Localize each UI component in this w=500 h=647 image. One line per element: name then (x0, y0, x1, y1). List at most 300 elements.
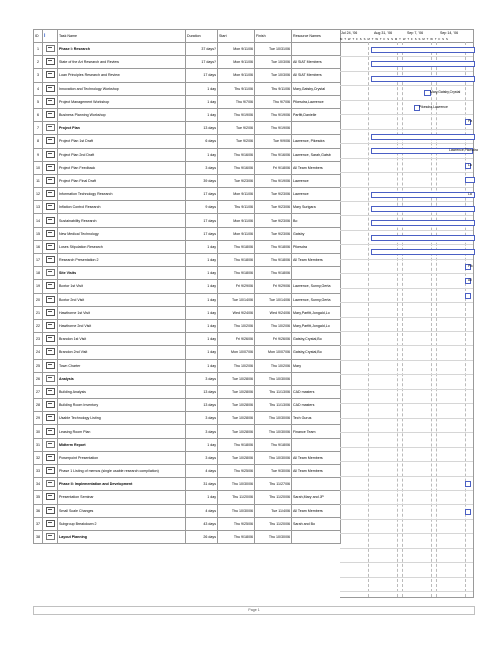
row-task-name[interactable]: Research Presentation 2 (58, 254, 186, 267)
row-start[interactable]: Mon 9/11/06 (218, 227, 255, 240)
row-id[interactable]: 34 (34, 478, 43, 491)
row-start[interactable]: Tue 10/28/06 (218, 425, 255, 438)
row-resources[interactable]: Pikesdra (292, 240, 341, 253)
row-task-name[interactable]: Analysis (58, 372, 186, 385)
row-id[interactable]: 23 (34, 333, 43, 346)
table-row[interactable] (34, 465, 341, 478)
row-task-name[interactable]: Project Plan Final Draft (58, 174, 186, 187)
row-duration[interactable]: 43 days (186, 517, 218, 530)
row-task-name[interactable]: Town Charter (58, 359, 186, 372)
row-duration[interactable]: 1 day (186, 346, 218, 359)
row-task-name[interactable]: Project Plan 1st Draft (58, 135, 186, 148)
row-indicator[interactable] (43, 412, 58, 425)
row-start[interactable]: Thu 10/30/06 (218, 504, 255, 517)
row-indicator[interactable] (43, 122, 58, 135)
row-finish[interactable]: Tue 10/31/06 (255, 43, 292, 56)
row-duration[interactable]: 1 day (186, 267, 218, 280)
row-start[interactable]: Thu 10/2/06 (218, 359, 255, 372)
row-start[interactable]: Mon 9/11/06 (218, 43, 255, 56)
row-finish[interactable]: Tue 9/9/06 (255, 135, 292, 148)
row-start[interactable]: Tue 9/2/06 (218, 122, 255, 135)
row-finish[interactable]: Tue 11/4/06 (255, 504, 292, 517)
row-duration[interactable]: 3 days (186, 161, 218, 174)
header-finish[interactable]: Finish (255, 30, 292, 43)
table-row[interactable] (34, 504, 341, 517)
row-id[interactable]: 25 (34, 359, 43, 372)
row-indicator[interactable] (43, 346, 58, 359)
row-start[interactable]: Mon 10/07/06 (218, 346, 255, 359)
row-finish[interactable]: Thu 9/16/06 (255, 148, 292, 161)
row-id[interactable]: 17 (34, 254, 43, 267)
row-indicator[interactable] (43, 280, 58, 293)
row-resources[interactable]: All Team Members (292, 254, 341, 267)
row-task-name[interactable]: Loses Stipulation Research (58, 240, 186, 253)
gantt-bar[interactable] (371, 134, 475, 140)
row-indicator[interactable] (43, 306, 58, 319)
row-id[interactable]: 18 (34, 267, 43, 280)
gantt-bar[interactable] (371, 192, 475, 198)
row-finish[interactable]: Fri 9/29/06 (255, 280, 292, 293)
row-resources[interactable]: Gatsby,Crystal,Bo (292, 333, 341, 346)
row-task-name[interactable]: Brandon 1st Visit (58, 333, 186, 346)
row-resources[interactable]: Lawrence, Sunny,Gerta (292, 293, 341, 306)
table-row[interactable] (34, 56, 341, 69)
row-id[interactable]: 33 (34, 465, 43, 478)
row-start[interactable]: Mon 9/11/06 (218, 69, 255, 82)
row-indicator[interactable] (43, 451, 58, 464)
row-start[interactable]: Thu 9/11/06 (218, 82, 255, 95)
row-duration[interactable]: 17 days? (186, 56, 218, 69)
row-indicator[interactable] (43, 293, 58, 306)
row-task-name[interactable]: Leasing Room Plan (58, 425, 186, 438)
table-row[interactable] (34, 95, 341, 108)
row-id[interactable]: 32 (34, 451, 43, 464)
row-id[interactable]: 13 (34, 201, 43, 214)
table-row[interactable] (34, 174, 341, 187)
row-start[interactable]: Tue 10/28/06 (218, 451, 255, 464)
row-id[interactable]: 8 (34, 135, 43, 148)
row-start[interactable]: Thu 10/2/06 (218, 319, 255, 332)
row-finish[interactable]: Thu 9/18/06 (255, 240, 292, 253)
table-row[interactable] (34, 517, 341, 530)
row-duration[interactable]: 39 days (186, 174, 218, 187)
gantt-bar[interactable] (371, 235, 475, 241)
row-duration[interactable]: 1 day (186, 240, 218, 253)
table-row[interactable] (34, 240, 341, 253)
row-finish[interactable]: Mon 10/07/06 (255, 346, 292, 359)
table-row[interactable] (34, 425, 341, 438)
row-finish[interactable]: Thu 10/30/06 (255, 425, 292, 438)
table-row[interactable] (34, 491, 341, 504)
row-duration[interactable]: 1 day (186, 82, 218, 95)
row-start[interactable]: Thu 9/18/06 (218, 267, 255, 280)
row-resources[interactable]: Lawrence (292, 188, 341, 201)
table-row[interactable] (34, 254, 341, 267)
row-task-name[interactable]: Business Planning Workshop (58, 108, 186, 121)
header-resource-names[interactable]: Resource Names (292, 30, 341, 43)
row-resources[interactable]: Finance Team (292, 425, 341, 438)
row-start[interactable]: Tue 10/28/06 (218, 399, 255, 412)
row-resources[interactable]: CAD masters (292, 399, 341, 412)
row-id[interactable]: 26 (34, 372, 43, 385)
row-task-name[interactable]: Project Plan Feedback (58, 161, 186, 174)
table-row[interactable] (34, 135, 341, 148)
row-duration[interactable]: 3 days (186, 425, 218, 438)
row-id[interactable]: 27 (34, 385, 43, 398)
row-start[interactable]: Mon 9/11/06 (218, 56, 255, 69)
table-row[interactable] (34, 69, 341, 82)
row-duration[interactable]: 1 day (186, 306, 218, 319)
row-indicator[interactable] (43, 43, 58, 56)
row-id[interactable]: 35 (34, 491, 43, 504)
row-duration[interactable]: 1 day (186, 359, 218, 372)
gantt-bar[interactable] (371, 249, 475, 255)
row-id[interactable]: 14 (34, 214, 43, 227)
table-row[interactable] (34, 161, 341, 174)
row-task-name[interactable]: Project Plan (58, 122, 186, 135)
row-indicator[interactable] (43, 504, 58, 517)
row-start[interactable]: Thu 11/20/06 (218, 491, 255, 504)
row-resources[interactable]: All Team Members (292, 504, 341, 517)
row-finish[interactable]: Tue 9/30/06 (255, 465, 292, 478)
row-indicator[interactable] (43, 174, 58, 187)
row-start[interactable]: Mon 9/11/06 (218, 188, 255, 201)
row-resources[interactable]: All SIAT Members (292, 69, 341, 82)
gantt-bar[interactable] (371, 206, 475, 212)
row-duration[interactable]: 1 day (186, 108, 218, 121)
row-start[interactable]: Thu 9/18/06 (218, 240, 255, 253)
gantt-bar[interactable] (371, 76, 475, 82)
row-task-name[interactable]: Layout Planning (58, 530, 186, 543)
table-row[interactable] (34, 306, 341, 319)
row-resources[interactable]: Gatsby (292, 227, 341, 240)
row-task-name[interactable]: Information Technology Research (58, 188, 186, 201)
row-resources[interactable] (292, 267, 341, 280)
gantt-bar[interactable] (465, 177, 475, 183)
row-task-name[interactable]: Boxtor 1st Visit (58, 280, 186, 293)
row-start[interactable]: Tue 10/14/06 (218, 293, 255, 306)
row-task-name[interactable]: Project Management Workshop (58, 95, 186, 108)
row-finish[interactable]: Wed 9/24/06 (255, 306, 292, 319)
table-row[interactable] (34, 148, 341, 161)
row-indicator[interactable] (43, 95, 58, 108)
row-finish[interactable]: Thu 9/18/06 (255, 254, 292, 267)
row-task-name[interactable]: Midterm Report (58, 438, 186, 451)
row-finish[interactable]: Thu 11/13/06 (255, 385, 292, 398)
row-start[interactable]: Tue 10/28/06 (218, 385, 255, 398)
row-indicator[interactable] (43, 372, 58, 385)
header-info[interactable] (43, 30, 58, 43)
row-finish[interactable]: Thu 9/19/06 (255, 108, 292, 121)
row-id[interactable]: 30 (34, 425, 43, 438)
row-finish[interactable]: Thu 11/13/06 (255, 399, 292, 412)
table-row[interactable] (34, 530, 341, 543)
gantt-bar[interactable] (465, 293, 471, 299)
row-indicator[interactable] (43, 161, 58, 174)
row-resources[interactable]: Lawrence, Sarah,Gatsb (292, 148, 341, 161)
table-row[interactable] (34, 214, 341, 227)
row-finish[interactable]: Thu 10/2/06 (255, 319, 292, 332)
row-duration[interactable]: 17 days (186, 69, 218, 82)
row-indicator[interactable] (43, 333, 58, 346)
row-start[interactable]: Thu 9/19/06 (218, 108, 255, 121)
row-resources[interactable]: Sarah,Mary and JP (292, 491, 341, 504)
row-finish[interactable]: Thu 9/11/06 (255, 82, 292, 95)
row-indicator[interactable] (43, 319, 58, 332)
row-task-name[interactable]: Site Visits (58, 267, 186, 280)
row-task-name[interactable]: Phase 1 Listing of memos (single usable research compilation) (58, 465, 186, 478)
row-start[interactable]: Tue 9/23/06 (218, 174, 255, 187)
table-row[interactable] (34, 412, 341, 425)
table-row[interactable] (34, 359, 341, 372)
table-row[interactable] (34, 451, 341, 464)
header-start[interactable]: Start (218, 30, 255, 43)
row-finish[interactable]: Fri 9/26/06 (255, 333, 292, 346)
row-resources[interactable]: Tech Gurus (292, 412, 341, 425)
row-resources[interactable]: Pikesdra,Lawrence (292, 95, 341, 108)
row-finish[interactable]: Tue 9/23/06 (255, 214, 292, 227)
row-indicator[interactable] (43, 240, 58, 253)
row-duration[interactable]: 4 days (186, 465, 218, 478)
row-duration[interactable]: 13 days (186, 385, 218, 398)
row-id[interactable]: 12 (34, 188, 43, 201)
row-resources[interactable] (292, 43, 341, 56)
row-duration[interactable]: 13 days (186, 399, 218, 412)
row-id[interactable]: 11 (34, 174, 43, 187)
row-finish[interactable]: Tue 9/23/06 (255, 227, 292, 240)
row-finish[interactable]: Thu 9/19/06 (255, 122, 292, 135)
row-task-name[interactable]: Building Analysis (58, 385, 186, 398)
row-finish[interactable]: Thu 10/30/06 (255, 412, 292, 425)
row-task-name[interactable]: Boxtor 2nd Visit (58, 293, 186, 306)
row-duration[interactable]: 37 days? (186, 43, 218, 56)
row-duration[interactable]: 1 day (186, 333, 218, 346)
gantt-bar[interactable] (371, 47, 475, 53)
table-row[interactable] (34, 82, 341, 95)
row-resources[interactable]: Mary,Parfitt,Jongald,Lo (292, 306, 341, 319)
row-indicator[interactable] (43, 438, 58, 451)
row-resources[interactable]: Mary,Parfitt,Jongald,Lo (292, 319, 341, 332)
row-id[interactable]: 10 (34, 161, 43, 174)
row-duration[interactable]: 6 days (186, 135, 218, 148)
row-id[interactable]: 15 (34, 227, 43, 240)
row-indicator[interactable] (43, 478, 58, 491)
table-row[interactable] (34, 346, 341, 359)
row-indicator[interactable] (43, 425, 58, 438)
row-indicator[interactable] (43, 267, 58, 280)
row-start[interactable]: Thu 9/18/06 (218, 438, 255, 451)
row-id[interactable]: 37 (34, 517, 43, 530)
row-start[interactable]: Tue 10/28/06 (218, 412, 255, 425)
row-start[interactable]: Thu 9/25/06 (218, 465, 255, 478)
row-task-name[interactable]: Brandon 2nd Visit (58, 346, 186, 359)
row-resources[interactable] (292, 478, 341, 491)
row-resources[interactable]: Bo (292, 214, 341, 227)
row-indicator[interactable] (43, 135, 58, 148)
row-resources[interactable]: All Team Members (292, 465, 341, 478)
row-indicator[interactable] (43, 201, 58, 214)
table-row[interactable] (34, 438, 341, 451)
row-id[interactable]: 6 (34, 108, 43, 121)
row-task-name[interactable]: Phase II: Implementation and Development (58, 478, 186, 491)
row-duration[interactable]: 17 days (186, 227, 218, 240)
row-start[interactable]: Tue 10/28/06 (218, 372, 255, 385)
row-id[interactable]: 1 (34, 43, 43, 56)
row-start[interactable]: Thu 9/25/06 (218, 517, 255, 530)
row-start[interactable]: Thu 9/7/06 (218, 95, 255, 108)
row-id[interactable]: 24 (34, 346, 43, 359)
row-duration[interactable]: 1 day (186, 254, 218, 267)
table-row[interactable] (34, 280, 341, 293)
row-indicator[interactable] (43, 465, 58, 478)
row-finish[interactable]: Thu 10/30/06 (255, 530, 292, 543)
gantt-bar[interactable] (371, 61, 475, 67)
row-task-name[interactable]: Project Plan 2nd Draft (58, 148, 186, 161)
row-task-name[interactable]: Powerpoint Presentation (58, 451, 186, 464)
row-id[interactable]: 36 (34, 504, 43, 517)
row-id[interactable]: 2 (34, 56, 43, 69)
row-task-name[interactable]: Loan Principles Research and Review (58, 69, 186, 82)
row-resources[interactable] (292, 372, 341, 385)
row-duration[interactable]: 3 days (186, 412, 218, 425)
row-id[interactable]: 28 (34, 399, 43, 412)
row-finish[interactable]: Thu 9/19/06 (255, 174, 292, 187)
row-id[interactable]: 21 (34, 306, 43, 319)
row-start[interactable]: Thu 9/18/06 (218, 530, 255, 543)
row-id[interactable]: 7 (34, 122, 43, 135)
row-id[interactable]: 22 (34, 319, 43, 332)
row-indicator[interactable] (43, 530, 58, 543)
row-indicator[interactable] (43, 108, 58, 121)
row-id[interactable]: 31 (34, 438, 43, 451)
row-duration[interactable]: 1 day (186, 280, 218, 293)
row-duration[interactable]: 1 day (186, 319, 218, 332)
row-finish[interactable]: Tue 10/3/06 (255, 69, 292, 82)
row-duration[interactable]: 13 days (186, 122, 218, 135)
row-resources[interactable]: All Team Members (292, 451, 341, 464)
row-duration[interactable]: 4 days (186, 504, 218, 517)
row-indicator[interactable] (43, 254, 58, 267)
row-duration[interactable]: 1 day (186, 438, 218, 451)
table-row[interactable] (34, 267, 341, 280)
row-task-name[interactable]: Sustainability Research (58, 214, 186, 227)
header-duration[interactable]: Duration (186, 30, 218, 43)
table-row[interactable] (34, 108, 341, 121)
row-id[interactable]: 5 (34, 95, 43, 108)
table-row[interactable] (34, 43, 341, 56)
row-start[interactable]: Thu 10/30/06 (218, 478, 255, 491)
row-resources[interactable]: Mary,Gatsby,Crystal (292, 82, 341, 95)
row-resources[interactable]: Mary (292, 359, 341, 372)
row-task-name[interactable]: Presentation Seminar (58, 491, 186, 504)
row-duration[interactable]: 17 days (186, 188, 218, 201)
row-start[interactable]: Mon 9/11/06 (218, 214, 255, 227)
row-task-name[interactable]: Phase I: Research (58, 43, 186, 56)
row-task-name[interactable]: Innovation and Technology Workshop (58, 82, 186, 95)
row-task-name[interactable]: New Medical Technology (58, 227, 186, 240)
row-indicator[interactable] (43, 56, 58, 69)
row-start[interactable]: Thu 9/16/06 (218, 148, 255, 161)
row-finish[interactable]: Thu 10/30/06 (255, 372, 292, 385)
row-task-name[interactable]: Subgroup Breakdown 2 (58, 517, 186, 530)
row-finish[interactable]: Tue 10/3/06 (255, 56, 292, 69)
row-resources[interactable]: CAD masters (292, 385, 341, 398)
row-id[interactable]: 16 (34, 240, 43, 253)
row-id[interactable]: 4 (34, 82, 43, 95)
row-start[interactable]: Tue 9/2/06 (218, 135, 255, 148)
row-duration[interactable]: 31 days (186, 478, 218, 491)
gantt-bar[interactable] (465, 509, 471, 515)
row-indicator[interactable] (43, 491, 58, 504)
row-duration[interactable]: 17 days (186, 214, 218, 227)
row-finish[interactable]: Thu 10/30/06 (255, 451, 292, 464)
row-duration[interactable]: 1 day (186, 491, 218, 504)
row-id[interactable]: 3 (34, 69, 43, 82)
row-id[interactable]: 9 (34, 148, 43, 161)
row-resources[interactable] (292, 122, 341, 135)
table-row[interactable] (34, 385, 341, 398)
row-duration[interactable]: 1 day (186, 148, 218, 161)
row-finish[interactable]: Tue 9/23/06 (255, 201, 292, 214)
row-resources[interactable]: Lawrence, Sunny,Gerta (292, 280, 341, 293)
row-id[interactable]: 38 (34, 530, 43, 543)
row-resources[interactable]: Mary Surigara (292, 201, 341, 214)
row-indicator[interactable] (43, 188, 58, 201)
table-row[interactable] (34, 122, 341, 135)
row-finish[interactable]: Thu 9/18/06 (255, 267, 292, 280)
header-id[interactable]: ID (34, 30, 43, 43)
row-task-name[interactable]: Small Scale Changes (58, 504, 186, 517)
row-resources[interactable] (292, 438, 341, 451)
table-row[interactable] (34, 478, 341, 491)
row-task-name[interactable]: Building Room Inventory (58, 399, 186, 412)
gantt-bar[interactable] (465, 481, 471, 487)
row-task-name[interactable]: Usable Technology Listing (58, 412, 186, 425)
table-row[interactable] (34, 188, 341, 201)
row-resources[interactable]: Sarah and Bo (292, 517, 341, 530)
table-row[interactable] (34, 372, 341, 385)
row-finish[interactable]: Thu 10/2/06 (255, 359, 292, 372)
gantt-bar[interactable] (371, 220, 475, 226)
row-start[interactable]: Thu 9/16/06 (218, 161, 255, 174)
row-finish[interactable]: Thu 11/20/06 (255, 491, 292, 504)
table-row[interactable] (34, 201, 341, 214)
table-row[interactable] (34, 319, 341, 332)
row-indicator[interactable] (43, 517, 58, 530)
row-indicator[interactable] (43, 214, 58, 227)
row-start[interactable]: Fri 9/26/06 (218, 333, 255, 346)
row-task-name[interactable]: State of the Art Research and Review (58, 56, 186, 69)
row-resources[interactable]: Lawrence (292, 174, 341, 187)
row-task-name[interactable]: Hawthorne 2nd Visit (58, 319, 186, 332)
row-id[interactable]: 20 (34, 293, 43, 306)
row-finish[interactable]: Thu 11/27/06 (255, 478, 292, 491)
row-duration[interactable]: 3 days (186, 451, 218, 464)
row-task-name[interactable]: Hawthorne 1st Visit (58, 306, 186, 319)
row-task-name[interactable]: Inflation Control Research (58, 201, 186, 214)
row-indicator[interactable] (43, 399, 58, 412)
row-indicator[interactable] (43, 227, 58, 240)
row-resources[interactable]: All SIAT Members (292, 56, 341, 69)
row-indicator[interactable] (43, 82, 58, 95)
row-finish[interactable]: Thu 11/20/06 (255, 517, 292, 530)
row-indicator[interactable] (43, 69, 58, 82)
row-start[interactable]: Thu 9/11/06 (218, 201, 255, 214)
row-indicator[interactable] (43, 359, 58, 372)
table-row[interactable] (34, 399, 341, 412)
table-row[interactable] (34, 333, 341, 346)
row-resources[interactable]: Lawrence, Pikesdra (292, 135, 341, 148)
